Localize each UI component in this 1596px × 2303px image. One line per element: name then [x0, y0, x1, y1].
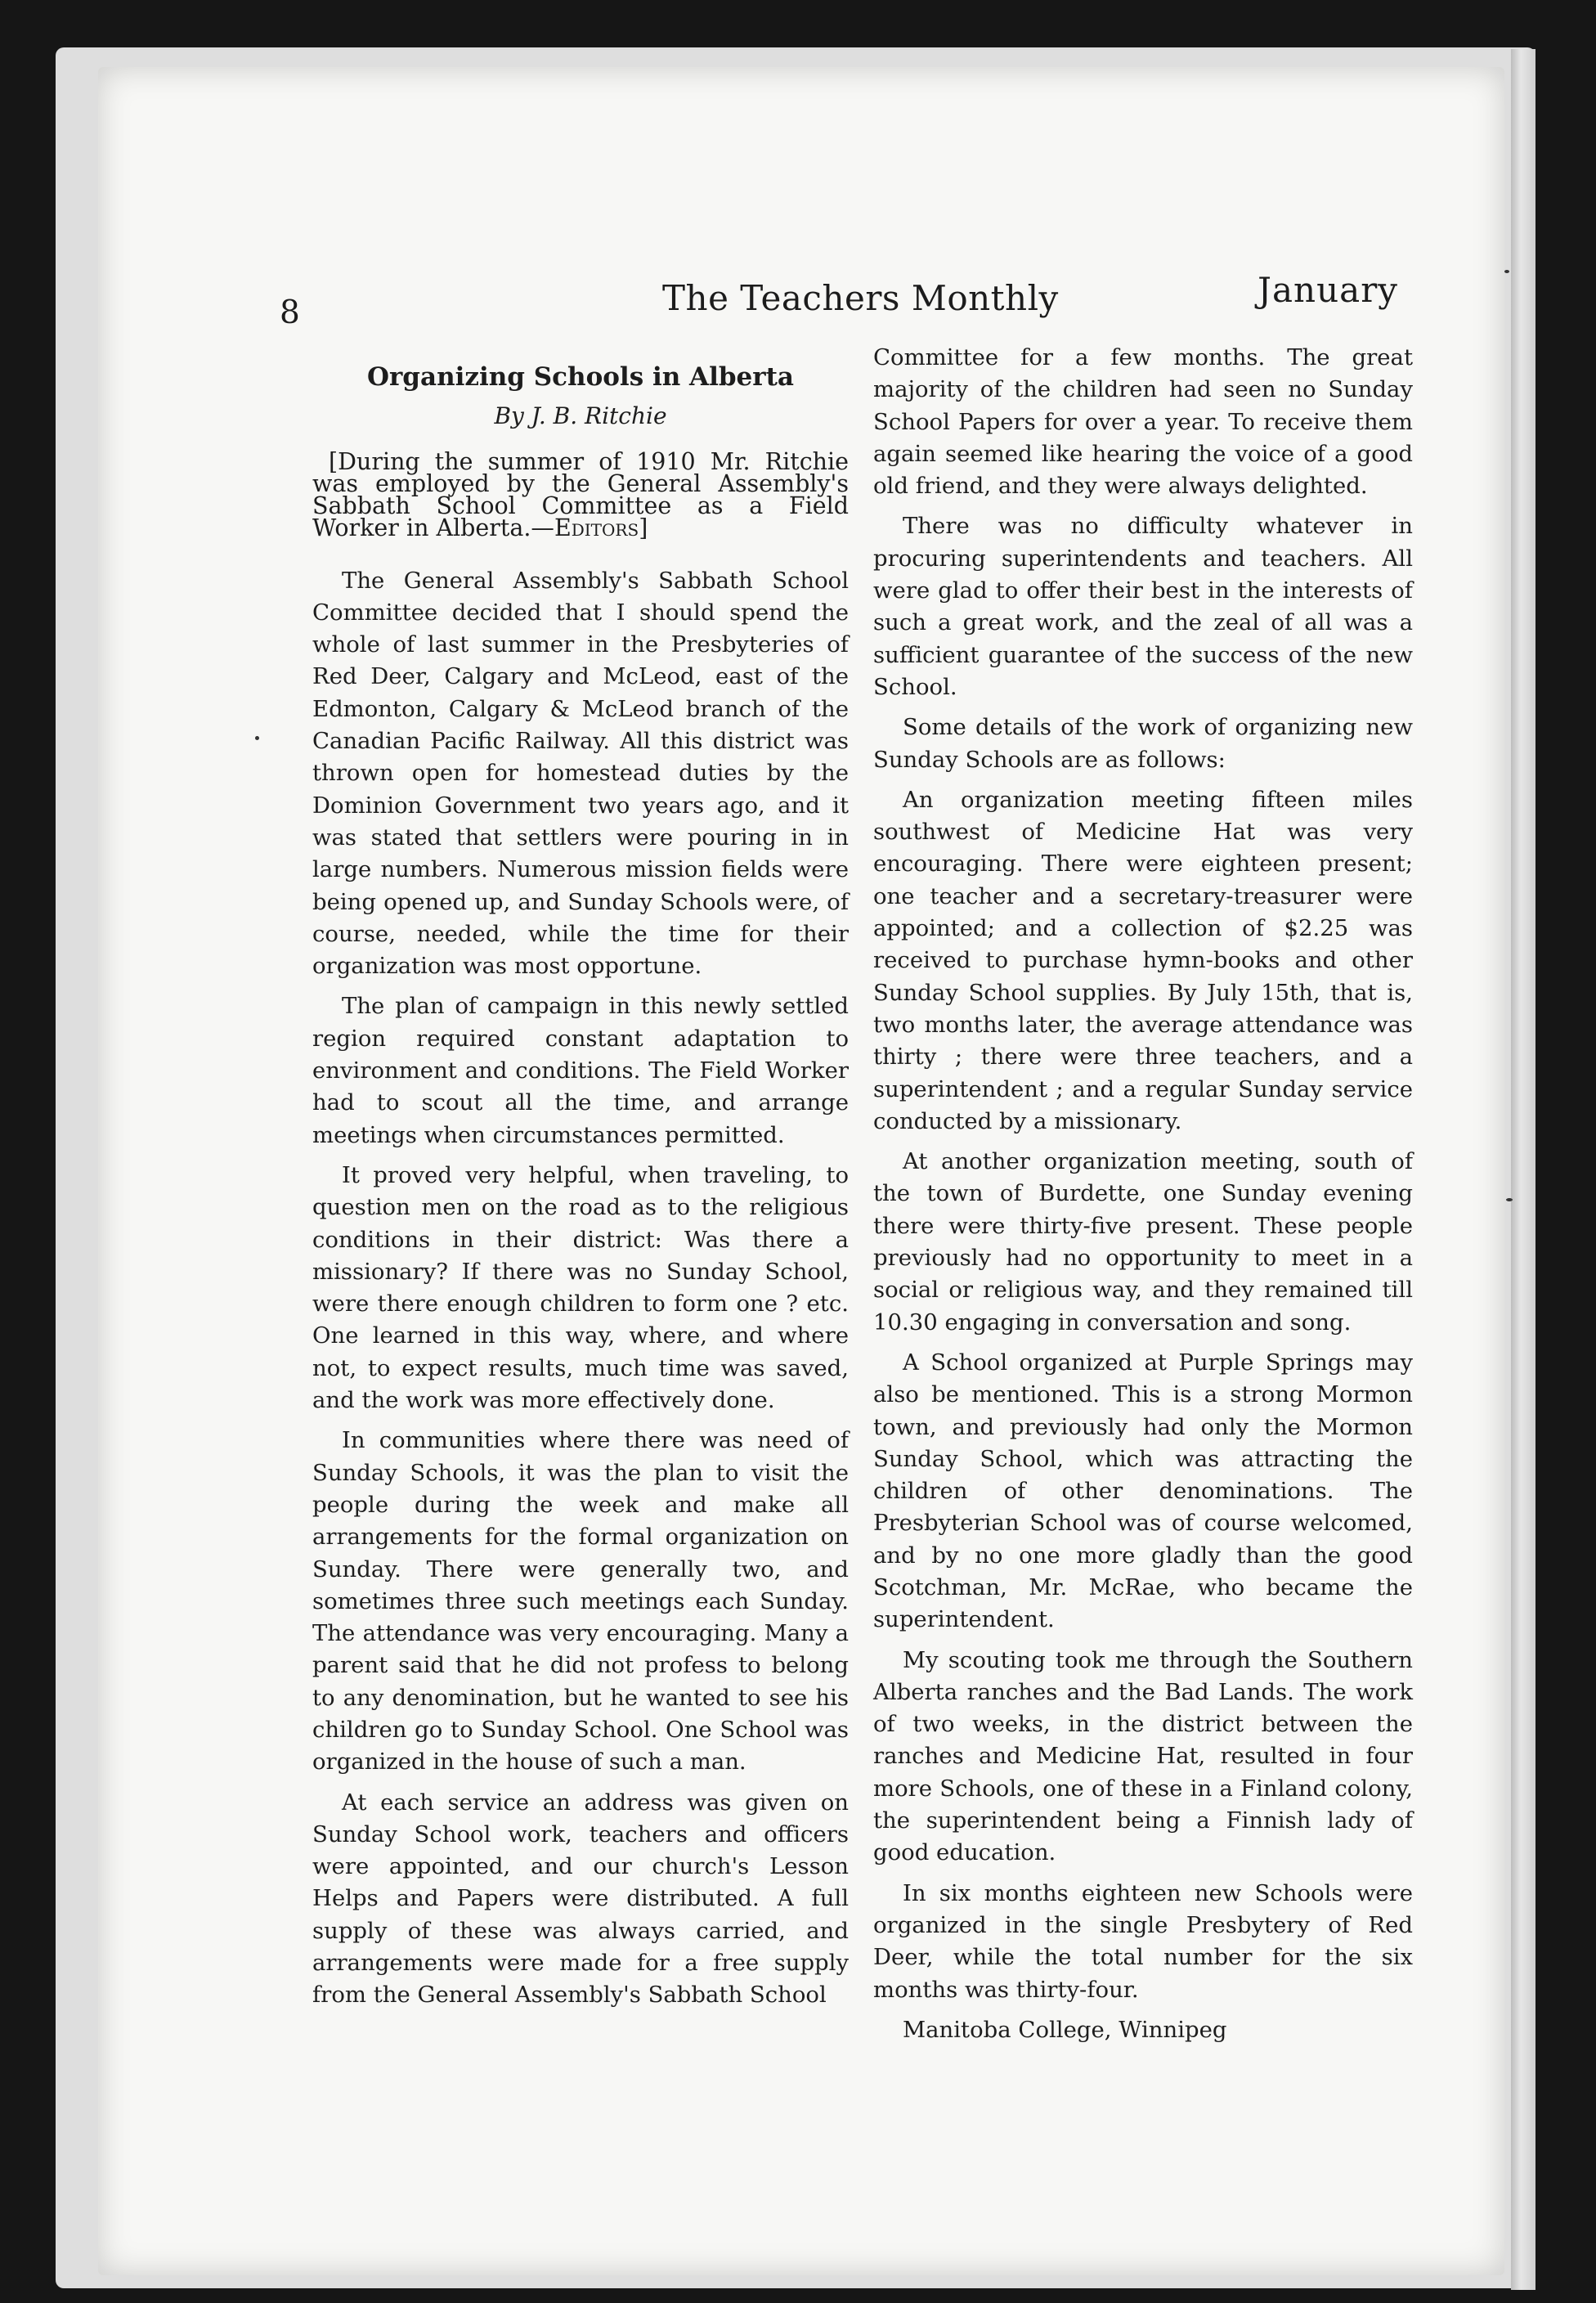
editors-note: [312, 447, 849, 541]
article-byline: By J. B. Ritchie: [494, 402, 667, 430]
paragraph: An organization meeting fifteen miles southwest of Medicine Hat was very encouraging. There were eighteen present; one teacher and a secretary-treasurer were appointed; and a collection of $2.25 was received to purchase hymn-books and other Sunday School supplies. By July 15th, that is, two months later, the average attendance was thirty ; there were three teachers, and a superintendent ; and a regular Sunday service conducted by a missionary.: [873, 786, 1413, 1134]
editors-note-close: ]: [639, 514, 648, 541]
left-column: [312, 353, 849, 2020]
paragraph: At each service an address was given on Sunday School work, teachers and officers were appointed, and our church's Lesson Helps and Papers were distributed. A full supply of these was always carried, and arrangements were made for a free supply from the General Assembly's Sabbath School: [312, 1789, 849, 2009]
editors-note-text: [During the summer of 1910 Mr. Ritchie was employed by the General Assembly's Sabbath School Committee as a Field Worker in Alberta.—: [312, 447, 849, 541]
scan-speck: [1506, 1198, 1513, 1201]
paragraph: My scouting took me through the Southern Alberta ranches and the Bad Lands. The work of two weeks, in the district between the ranches and Medicine Hat, resulted in four more Schools, one of these in a Finland colony, the superintendent being a Finnish lady of good education.: [873, 1646, 1413, 1866]
paragraph: A School organized at Purple Springs may also be mentioned. This is a strong Mormon town, and previously had only the Mormon Sunday School, which was attracting the children of other denominations. The Presbyterian School was of course welcomed, and by no one more gladly than the good Scotchman, Mr. McRae, who became the superintendent.: [873, 1349, 1413, 1633]
paragraph-continued: Committee for a few months. The great majority of the children had seen no Sunday School Papers for over a year. To receive them again seemed like hearing the voice of a good old friend, and they were always delighted.: [873, 344, 1413, 500]
paragraph: In communities where there was need of Sunday Schools, it was the plan to visit the people during the week and make all arrangements for the formal organization on Sunday. There were generally two, and sometimes three such meetings each Sunday. The attendance was very encouraging. Many a parent said that he did not profess to belong to any denomination, but he wanted to see his children go to Sunday School. One School was organized in the house of such a man.: [312, 1427, 849, 1776]
editors-tag: Editors: [554, 514, 639, 541]
paragraph: In six months eighteen new Schools were organized in the single Presbytery of Red Deer, while the total number for the six months was thirty-four.: [873, 1879, 1413, 2003]
article-title: Organizing Schools in Alberta: [366, 362, 795, 392]
paragraph: At another organization meeting, south of the town of Burdette, one Sunday evening there were thirty-five present. These people previously had no opportunity to meet in a social or religious way, and they remained till 10.30 engaging in conversation and song.: [873, 1148, 1413, 1336]
paragraph: Some details of the work of organizing new Sunday Schools are as follows:: [873, 714, 1413, 773]
running-header: [270, 270, 1398, 331]
paragraph: The General Assembly's Sabbath School Committee decided that I should spend the whole of last summer in the Presbyteries of Red Deer, Calgary and McLeod, east of the Edmonton, Calgary & McLeod branch of the Canadian Pacific Railway. All this district was thrown open for homestead duties by the Dominion Government two years ago, and it was stated that settlers were pouring in in large numbers. Numerous mission fields were being opened up, and Sunday Schools were, of course, needed, while the time for their organization was most opportune.: [312, 567, 849, 980]
page-edge: [1511, 49, 1535, 2290]
page-number: 8: [280, 294, 300, 331]
scan-speck: [255, 736, 259, 740]
issue-month: January: [1258, 270, 1398, 310]
author-affiliation: Manitoba College, Winnipeg: [903, 2016, 1227, 2043]
paragraph: It proved very helpful, when traveling, to question men on the road as to the religious conditions in their district: Was there a missionary? If there was no Sunday School, were there enough children to form one ? etc. One learned in this way, where, and where not, to expect results, much time was saved, and the work was more effectively done.: [312, 1161, 849, 1414]
journal-title: The Teachers Monthly: [662, 278, 1059, 318]
paragraph: There was no difficulty whatever in procuring superintendents and teachers. All were glad to offer their best in the interests of such a great work, and the zeal of all was a sufficient guarantee of the success of the new School.: [873, 513, 1413, 700]
right-column: [873, 342, 1413, 2054]
paragraph: The plan of campaign in this newly settled region required constant adaptation to environment and conditions. The Field Worker had to scout all the time, and arrange meetings when circumstances permitted.: [312, 993, 849, 1148]
scan-speck: [1504, 270, 1509, 273]
